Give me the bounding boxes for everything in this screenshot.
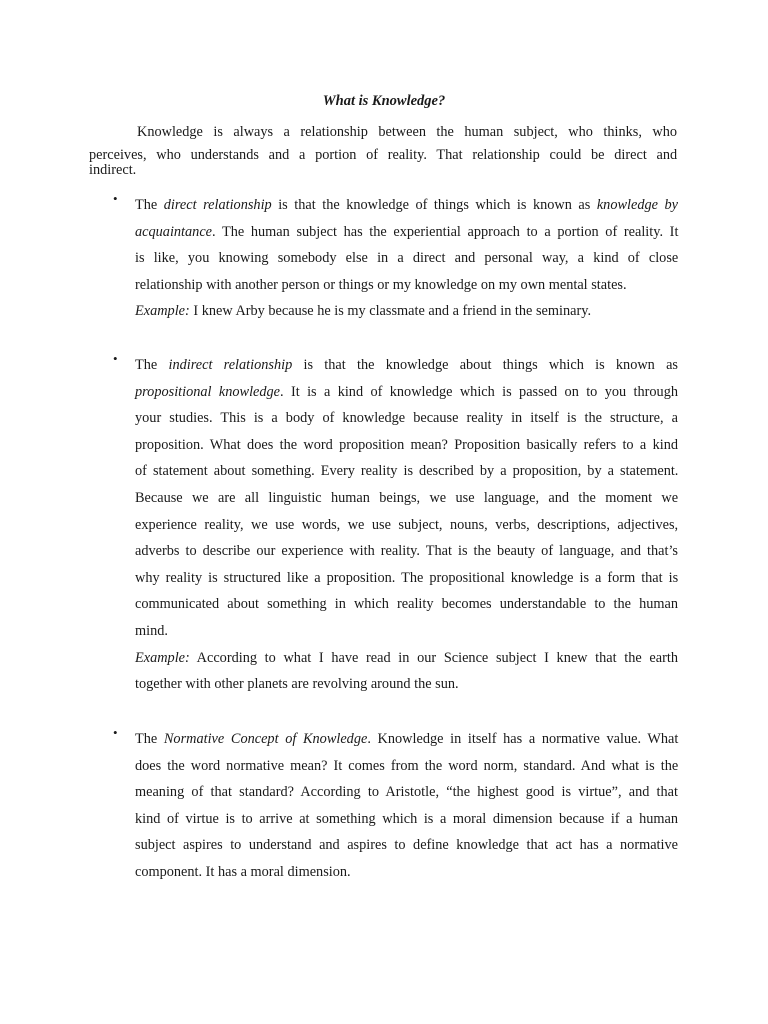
- text-line: subject aspires to understand and aspires to define knowledge that act has a normative: [135, 837, 678, 854]
- text-line: communicated about something in which reality becomes understandable to the human: [135, 596, 678, 613]
- example-line: Example: According to what I have read in our Science subject I knew that the earth: [135, 649, 678, 666]
- term-propositional-knowledge: propositional knowledge: [135, 383, 281, 400]
- text-line: does the word normative mean? It comes from the word norm, standard. And what is the: [135, 757, 679, 774]
- bullet-icon: •: [113, 725, 118, 740]
- text-line: meaning of that standard? According to Aristotle, “the highest good is virtue”, and that: [135, 784, 678, 801]
- text-line: propositional knowledge. It is a kind of knowledge which is passed on to you through: [135, 383, 678, 400]
- text-line: The indirect relationship is that the knowledge about things which is known as: [135, 357, 678, 373]
- text-line: The direct relationship is that the knowledge of things which is known as knowledge by: [135, 197, 678, 213]
- page-title: What is Knowledge?: [322, 93, 446, 109]
- text-line: of statement about something. Every reality is described by a proposition, by a statement.: [135, 463, 679, 480]
- text-line: your studies. This is a body of knowledge because reality in itself is the structure, a: [135, 410, 678, 427]
- example-line: Example: I knew Arby because he is my classmate and a friend in the seminary.: [135, 303, 592, 320]
- text-line: kind of virtue is to arrive at something which is a moral dimension because if a human: [135, 810, 678, 827]
- term-normative-concept: Normative Concept of Knowledge: [163, 731, 368, 747]
- text-line: relationship with another person or things or my knowledge on my own mental states.: [135, 276, 627, 293]
- intro-paragraph: [89, 121, 677, 178]
- bullet-body: [135, 726, 678, 886]
- text-line: mind.: [135, 622, 168, 639]
- intro-line: perceives, who understands and a portion of reality. That relationship could be direct and: [89, 146, 678, 163]
- bullet-icon: •: [113, 191, 118, 206]
- text-line: is like, you knowing somebody else in a direct and personal way, a kind of close: [135, 250, 679, 267]
- term-acquaintance: acquaintance: [135, 223, 213, 240]
- text-line: why reality is structured like a proposition. The propositional knowledge is a form that is: [135, 569, 679, 586]
- text-line: proposition. What does the word proposition mean? Proposition basically refers to a kind: [135, 436, 678, 453]
- intro-line: Knowledge is always a relationship between the human subject, who thinks, who: [137, 124, 677, 140]
- intro-line: indirect.: [89, 162, 137, 178]
- bullet-body: [135, 192, 678, 325]
- example-line: together with other planets are revolving around the sun.: [135, 676, 459, 693]
- text-line: The Normative Concept of Knowledge. Knowledge in itself has a normative value. What: [135, 731, 679, 747]
- term-knowledge-by: knowledge by: [596, 197, 678, 213]
- text-line: adverbs to describe our experience with reality. That is the beauty of language, and that’s: [135, 543, 678, 560]
- term-direct-relationship: direct relationship: [163, 197, 272, 213]
- example-label: Example:: [135, 649, 190, 666]
- term-indirect-relationship: indirect relationship: [168, 357, 293, 373]
- bullet-body: [135, 352, 678, 698]
- bullet-icon: •: [113, 351, 118, 366]
- text-line: acquaintance. The human subject has the experiential approach to a portion of reality. It: [135, 223, 679, 240]
- example-label: Example:: [135, 303, 190, 320]
- text-line: component. It has a moral dimension.: [135, 863, 351, 880]
- text-line: Because we are all linguistic human beings, we use language, and the moment we: [135, 489, 679, 506]
- text-line: experience reality, we use words, we use subject, nouns, verbs, descriptions, adjectives,: [135, 516, 679, 533]
